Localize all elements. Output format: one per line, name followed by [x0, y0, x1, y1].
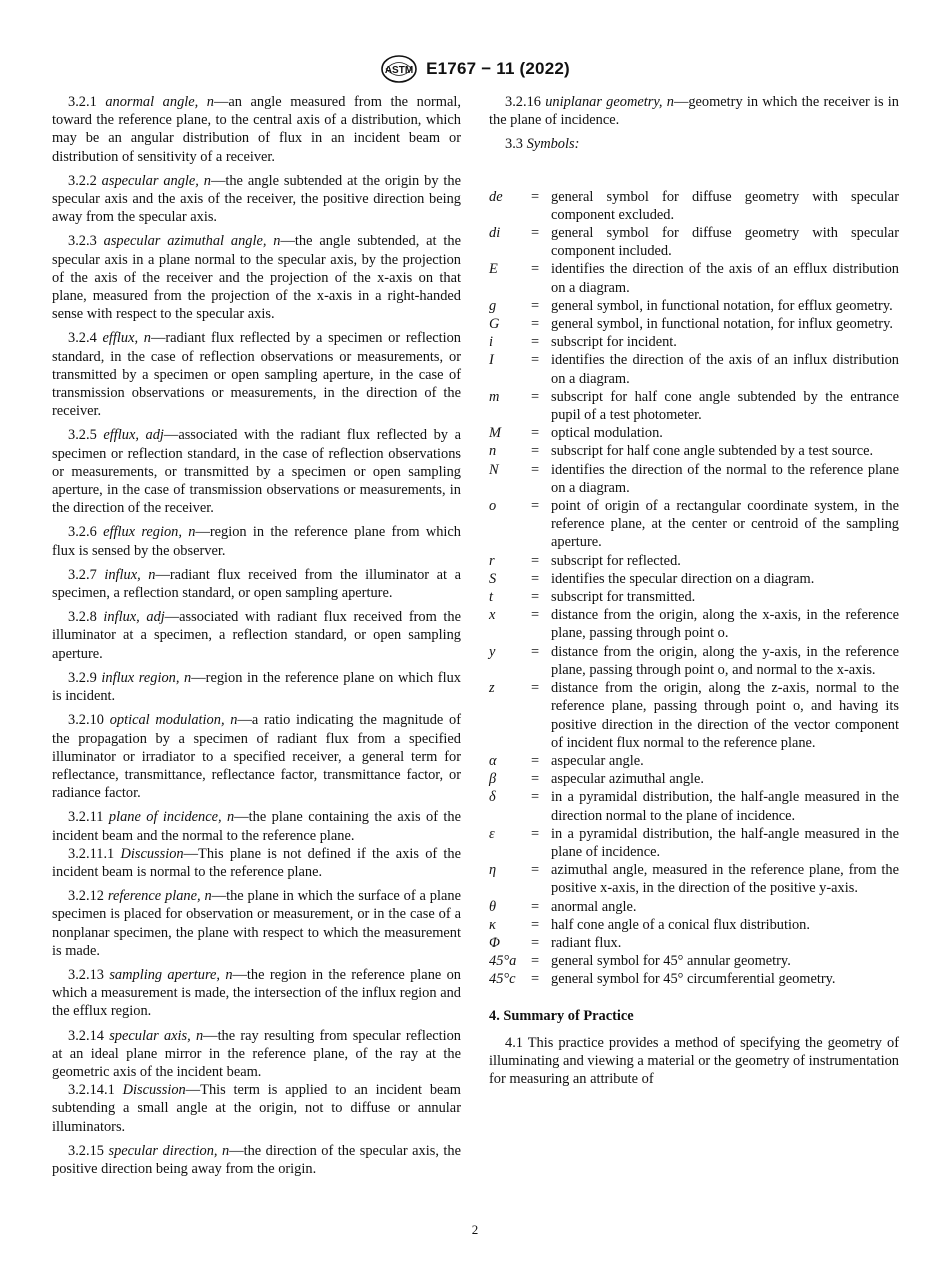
symbol-description: identifies the direction of the axis of an influx distribution on a diagram. [551, 352, 899, 387]
symbol-equals: = [531, 680, 540, 697]
symbol-key: g [489, 297, 497, 314]
symbol-description: identifies the specular direction on a diagram. [551, 570, 815, 587]
definition-text: —the direction of the specular axis, the positive direction being away from the origin. [52, 1142, 462, 1177]
definition-paragraph [52, 966, 461, 1021]
symbol-description: general symbol for diffuse geometry with specular component included. [551, 225, 899, 260]
symbol-description: anormal angle. [551, 898, 637, 915]
symbol-key: S [489, 570, 497, 587]
symbol-description: subscript for incident. [551, 334, 677, 351]
definition-paragraph [52, 93, 461, 166]
page-number: 2 [471, 1222, 479, 1237]
symbol-description: general symbol for 45° annular geometry. [551, 953, 791, 970]
symbol-equals: = [531, 388, 540, 405]
symbol-equals: = [531, 461, 540, 478]
symbol-row [489, 497, 899, 552]
paragraph-number: 3.2.2 [68, 172, 97, 189]
symbol-row [489, 297, 899, 315]
symbol-equals: = [531, 862, 540, 879]
term-name: reference plane, n [107, 888, 212, 905]
symbol-key: 45°a [489, 953, 517, 970]
definition-text: —the plane in which the surface of a plane specimen is placed for observation or measurement, or in the case of a nonplanar specimen, the plane with respect to which the measurement is made. [52, 888, 461, 959]
symbol-equals: = [531, 443, 540, 460]
term-name: aspecular angle, n [101, 172, 211, 189]
symbol-description: general symbol for 45° circumferential geometry. [551, 971, 836, 988]
symbol-equals: = [531, 789, 540, 806]
term-name: Discussion [120, 845, 184, 862]
symbol-key: δ [489, 789, 496, 806]
symbol-row [489, 643, 899, 679]
symbol-key: ε [489, 825, 495, 842]
symbol-description: subscript for transmitted. [551, 589, 696, 606]
symbol-row [489, 916, 899, 934]
symbol-description: distance from the origin, along the z-axis, normal to the reference plane, passing through point o, and having its positive direction in the direction of the vector component of incident flux normal to the reference plane. [551, 680, 899, 751]
symbol-key: de [489, 188, 503, 205]
definition-paragraph [489, 93, 899, 129]
definition-paragraph [52, 608, 461, 663]
symbol-key: x [489, 607, 496, 624]
symbol-row [489, 188, 899, 224]
symbol-key: E [489, 261, 498, 278]
symbol-row [489, 770, 899, 788]
definition-paragraph [52, 1081, 461, 1136]
symbol-row [489, 315, 899, 333]
symbol-equals: = [531, 916, 540, 933]
symbol-equals: = [531, 316, 540, 333]
symbol-row [489, 224, 899, 260]
symbol-key: M [489, 425, 501, 442]
term-name: plane of incidence, n [108, 809, 235, 826]
symbol-equals: = [531, 825, 540, 842]
symbol-equals: = [531, 971, 540, 988]
definition-text: —the plane containing the axis of the incident beam and the normal to the reference plane. [52, 809, 461, 844]
symbol-row [489, 333, 899, 351]
definition-text: —an angle measured from the normal, toward the reference plane, to the central axis of a distribution, which may be an angular distribution of flux in an incident beam or distribution of sensitivity of a receiver. [52, 94, 461, 165]
symbol-row [489, 461, 899, 497]
definition-paragraph [52, 1027, 461, 1082]
paragraph-number: 3.2.5 [68, 427, 97, 444]
definition-text: —This term is applied to an incident beam subtending a small angle at the origin, not to diffuse or annular illuminators. [52, 1082, 461, 1135]
symbol-description: aspecular angle. [551, 752, 644, 769]
symbol-key: Φ [489, 934, 500, 951]
symbol-equals: = [531, 570, 540, 587]
symbol-equals: = [531, 425, 540, 442]
svg-text:ASTM: ASTM [384, 65, 414, 76]
paragraph-number: 3.2.7 [68, 566, 97, 583]
symbol-description: point of origin of a rectangular coordinate system, in the reference plane, at the center or centroid of the sampling aperture. [551, 498, 899, 551]
symbol-key: G [489, 316, 500, 333]
symbol-row [489, 606, 899, 642]
paragraph-number: 3.2.15 [68, 1142, 104, 1159]
symbol-equals: = [531, 352, 540, 369]
definition-paragraph [52, 669, 461, 705]
symbol-description: aspecular azimuthal angle. [551, 771, 705, 788]
symbol-row [489, 788, 899, 824]
symbol-equals: = [531, 934, 540, 951]
definition-paragraph [52, 1142, 461, 1178]
term-name: Symbols: [526, 136, 580, 153]
symbol-equals: = [531, 188, 540, 205]
paragraph-number: 3.2.14 [68, 1027, 104, 1044]
definition-text: —This plane is not defined if the axis of the incident beam is normal to the reference plane. [52, 845, 461, 880]
term-name: influx, n [104, 566, 156, 583]
definition-paragraph [52, 711, 461, 802]
paragraph-number: 3.2.3 [68, 233, 97, 250]
term-name: efflux, adj [103, 427, 164, 444]
definition-text: —associated with radiant flux received from the illuminator at a specimen, a reflection standard, or open sampling aperture. [52, 609, 461, 662]
section-paragraph: 4.1 This practice provides a method of specifying the geometry of illuminating and viewing a material or the geometry of instrumentation for measuring an attribute of [489, 1034, 899, 1088]
astm-logo-icon [380, 54, 418, 84]
definition-paragraph [52, 887, 461, 960]
symbol-key: η [489, 862, 497, 879]
symbol-description: general symbol for diffuse geometry with specular component excluded. [551, 188, 899, 223]
symbol-key: m [489, 388, 500, 405]
page-header [0, 54, 950, 89]
symbol-key: i [489, 334, 493, 351]
document-title: E1767 − 11 (2022) [426, 59, 570, 78]
definition-text: —geometry in which the receiver is in the plane of incidence. [489, 94, 899, 129]
definition-paragraph [489, 135, 899, 153]
symbol-description: general symbol, in functional notation, for influx geometry. [551, 316, 893, 333]
paragraph-number: 3.2.11 [68, 809, 104, 826]
symbol-equals: = [531, 225, 540, 242]
symbol-equals: = [531, 498, 540, 515]
symbol-description: distance from the origin, along the x-axis, in the reference plane, passing through point o. [551, 607, 899, 642]
paragraph-number: 3.2.6 [68, 524, 97, 541]
definition-paragraph [52, 523, 461, 559]
definition-text: —region in the reference plane on which flux is incident. [52, 669, 461, 705]
definition-paragraph [52, 845, 461, 881]
paragraph-number: 3.2.13 [68, 966, 104, 983]
term-name: specular direction, n [108, 1142, 230, 1159]
right-column [489, 93, 899, 1094]
symbol-equals: = [531, 334, 540, 351]
symbol-row [489, 570, 899, 588]
symbol-equals: = [531, 771, 540, 788]
symbol-key: t [489, 589, 493, 606]
term-name: specular axis, n [109, 1027, 204, 1044]
term-name: optical modulation, n [109, 712, 238, 729]
symbol-equals: = [531, 643, 540, 660]
symbol-equals: = [531, 261, 540, 278]
symbol-row [489, 588, 899, 606]
definition-text: —the ray resulting from specular reflection at an ideal plane mirror in the reference plane, of the ray at the geometric axis of the incident beam. [52, 1027, 461, 1080]
symbol-key: N [489, 461, 499, 478]
section-heading: 4. Summary of Practice [489, 1007, 634, 1024]
symbol-description: identifies the direction of the axis of an efflux distribution on a diagram. [551, 261, 899, 296]
symbol-row [489, 934, 899, 952]
symbol-description: identifies the direction of the normal to the reference plane on a diagram. [551, 461, 899, 496]
symbol-description: distance from the origin, along the y-axis, in the reference plane, passing through point o, and normal to the x-axis. [551, 643, 899, 678]
paragraph-number: 3.2.11.1 [68, 845, 115, 862]
term-name: sampling aperture, n [109, 966, 233, 983]
term-name: aspecular azimuthal angle, n [103, 233, 281, 250]
paragraph-number: 3.2.12 [68, 888, 104, 905]
symbol-description: in a pyramidal distribution, the half-angle measured in the direction normal to the plane of incidence. [551, 789, 899, 824]
paragraph-number: 3.2.10 [68, 712, 104, 729]
paragraph-number: 3.2.1 [68, 94, 97, 110]
symbol-description: half cone angle of a conical flux distribution. [551, 916, 810, 933]
definition-paragraph [52, 172, 461, 227]
symbol-description: optical modulation. [551, 425, 663, 442]
paragraph-number: 3.2.16 [505, 94, 541, 110]
symbol-description: subscript for reflected. [551, 552, 681, 569]
symbol-key: z [489, 680, 495, 697]
symbol-key: κ [489, 916, 496, 933]
symbol-equals: = [531, 589, 540, 606]
definition-text: —the region in the reference plane on which a measurement is made, the intersection of the influx region and the efflux region. [52, 966, 461, 1020]
definition-text: —radiant flux received from the illuminator at a specimen, a reflection standard, or open sampling aperture. [52, 566, 461, 602]
symbol-description: in a pyramidal distribution, the half-angle measured in the plane of incidence. [551, 825, 899, 860]
definition-paragraph [52, 566, 461, 602]
symbol-row [489, 825, 899, 861]
symbol-key: θ [489, 898, 497, 915]
definition-paragraph [52, 808, 461, 844]
paragraph-number: 3.3 [505, 136, 523, 153]
paragraph-number: 3.2.8 [68, 609, 97, 626]
term-name: efflux region, n [103, 524, 196, 541]
definition-paragraph [52, 329, 461, 420]
symbol-row [489, 260, 899, 296]
symbol-row [489, 552, 899, 570]
symbols-list [489, 188, 899, 989]
symbol-key: 45°c [489, 971, 516, 988]
paragraph-number: 3.2.4 [68, 330, 97, 347]
symbol-row [489, 898, 899, 916]
symbol-row [489, 388, 899, 424]
symbol-equals: = [531, 752, 540, 769]
symbol-row [489, 442, 899, 460]
symbol-equals: = [531, 607, 540, 624]
left-column [52, 93, 461, 1184]
symbol-equals: = [531, 953, 540, 970]
definition-paragraph [52, 232, 461, 323]
definition-text: —region in the reference plane from which flux is sensed by the observer. [52, 524, 461, 559]
definition-text: —radiant flux reflected by a specimen or reflection standard, in the case of reflection observations or measurements, or transmitted by a specimen or open sampling aperture, in the case of transmission observations or measurements, in the direction of the receiver. [52, 330, 461, 420]
symbol-equals: = [531, 297, 540, 314]
symbol-equals: = [531, 552, 540, 569]
symbol-key: β [489, 771, 497, 788]
symbol-row [489, 351, 899, 387]
definition-text: —a ratio indicating the magnitude of the propagation by a specimen of radiant flux from a specified illuminator or irradiator to a specified receiver, a general term for reflectance, transmittance, reflectance factor, transmittance factor, or radiance factor. [52, 712, 462, 802]
symbol-key: di [489, 225, 501, 242]
symbol-row [489, 970, 899, 988]
symbol-key: o [489, 498, 497, 515]
symbol-description: azimuthal angle, measured in the reference plane, from the positive x-axis, in the direction of the positive y-axis. [551, 862, 899, 897]
symbol-key: r [489, 552, 495, 569]
term-name: influx, adj [103, 609, 165, 626]
symbol-key: n [489, 443, 497, 460]
term-name: Discussion [122, 1082, 186, 1099]
symbol-description: subscript for half cone angle subtended by a test source. [551, 443, 874, 460]
symbol-description: radiant flux. [551, 934, 622, 951]
symbol-key: I [489, 352, 494, 369]
term-name: efflux, n [102, 330, 151, 347]
symbol-row [489, 861, 899, 897]
symbol-key: α [489, 752, 497, 769]
definition-text: —the angle subtended, at the specular axis in a plane normal to the specular axis, by the projection of the axis of the receiver and the projection of the x-axis on that plane, measured from the projection of the x-axis in a right-handed sense with respect to the specular axis. [52, 233, 461, 323]
paragraph-number: 3.2.14.1 [68, 1082, 115, 1099]
paragraph-number: 3.2.9 [68, 669, 97, 686]
term-name: uniplanar geometry, n [545, 94, 674, 110]
symbol-description: general symbol, in functional notation, for efflux geometry. [551, 297, 893, 314]
definition-text: —associated with the radiant flux reflected by a specimen or reflection standard, in the case of reflection observations or measurements, or transmitted by a specimen or open sampling aperture, in the case of transmission observations or measurements, in the direction of the receiver. [52, 427, 461, 517]
symbol-equals: = [531, 898, 540, 915]
term-name: influx region, n [101, 669, 192, 686]
term-name: anormal angle, n [105, 94, 214, 110]
symbol-row [489, 424, 899, 442]
definition-text: —the angle subtended at the origin by the specular axis and the axis of the receiver, the positive direction being away from the specular axis. [52, 172, 461, 226]
symbol-row [489, 679, 899, 752]
symbol-key: y [489, 643, 496, 660]
definition-paragraph [52, 426, 461, 517]
symbol-row [489, 752, 899, 770]
symbol-description: subscript for half cone angle subtended by the entrance pupil of a test photometer. [551, 388, 899, 424]
symbol-row [489, 952, 899, 970]
